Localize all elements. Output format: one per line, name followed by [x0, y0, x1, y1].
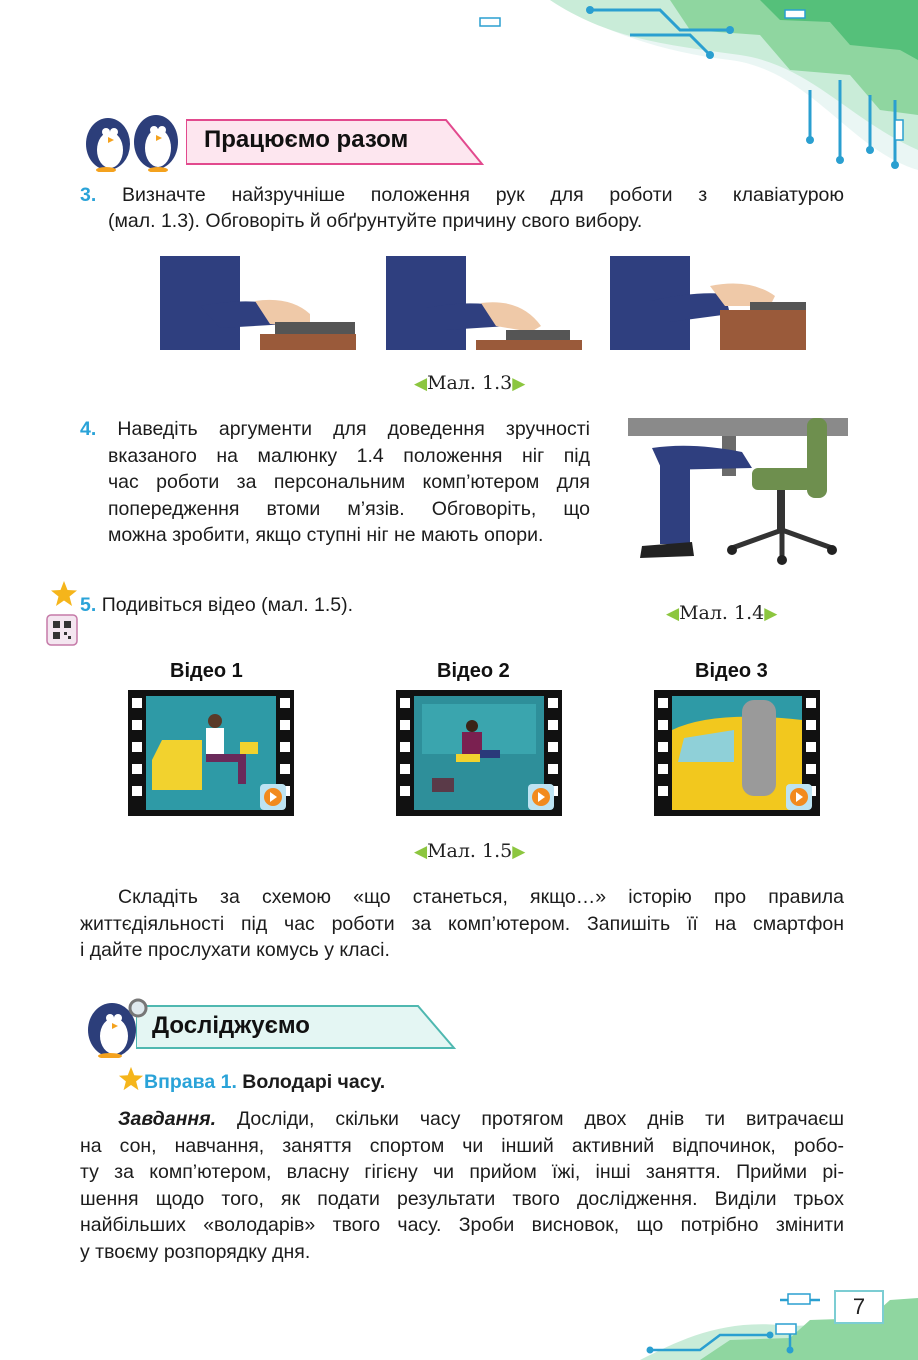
page-number: 7 — [834, 1290, 884, 1324]
section-banner-research — [78, 1000, 388, 1044]
exercise-label: Вправа 1. — [144, 1071, 237, 1093]
hand-position-image-1 — [160, 256, 356, 350]
assignment-paragraph: Завдання. Досліди, скільки часу протягом двох днів ти витрачаєш на сон, навчання, заняття спортом чи інший активний відпочинок, робо- ту за комп’ютером, власну гігієну чи прийом їжі, інші заняття. Прийми рі- шення щодо того, як подати результати твого дослідження. Виділи трьох найбільших «володарів» твого часу. Зроби висновок, що потрібно змінити — [80, 1108, 844, 1236]
story-paragraph: Складіть за схемою «що станеться, якщо…» історію про правила життєдіяльності під час роботи за комп’ютером. Запишіть її на смартфон — [80, 886, 844, 935]
task-3-line-2: (мал. 1.3). Обговоріть й обґрунтуйте причину свого вибору. — [108, 210, 643, 232]
penguins-icon — [76, 110, 196, 172]
caption-left-arrow: ◀ — [414, 842, 428, 862]
penguin-magnifier-icon — [78, 996, 152, 1058]
assignment-last-line: у твоєму розпорядку дня. — [80, 1240, 311, 1263]
caption-left-arrow: ◀ — [666, 604, 680, 624]
figure-1-5-caption: ◀Мал. 1.5▶ — [414, 840, 526, 862]
star-icon — [50, 580, 78, 608]
task-number: 5. — [80, 594, 97, 616]
task-3 — [80, 182, 844, 209]
caption-right-arrow: ▶ — [764, 604, 778, 624]
task-4-body: вказаного на малюнку 1.4 положення ніг під час роботи за персональним комп’ютером для попередження втоми м’язів. Обговоріть, що — [108, 444, 590, 520]
task-number: 3. — [80, 184, 97, 206]
hand-position-image-2 — [386, 256, 582, 350]
caption-right-arrow: ▶ — [512, 842, 526, 862]
section-banner-working-together — [76, 118, 486, 162]
sitting-legs-image — [612, 408, 848, 588]
section-title: Досліджуємо — [152, 1012, 310, 1039]
video-3-thumbnail[interactable] — [654, 690, 820, 816]
task-4-last-line: можна зробити, якщо ступні ніг не мають опори. — [108, 524, 544, 546]
figure-1-3-caption: ◀Мал. 1.3▶ — [414, 372, 526, 394]
section-title: Працюємо разом — [204, 126, 409, 153]
hand-position-image-3 — [610, 256, 806, 350]
video-1-title: Відео 1 — [170, 660, 243, 682]
assignment-lead: Завдання. — [118, 1108, 217, 1130]
video-2-thumbnail[interactable] — [396, 690, 562, 816]
caption-right-arrow: ▶ — [512, 374, 526, 394]
task-4: 4. Наведіть аргументи для доведення зручності — [80, 418, 590, 440]
caption-left-arrow: ◀ — [414, 374, 428, 394]
star-icon — [118, 1066, 144, 1092]
circuit-decoration-top — [430, 0, 918, 170]
video-1-thumbnail[interactable] — [128, 690, 294, 816]
task-number: 4. — [80, 418, 97, 440]
task-3-line-1: 3. Визначте найзручніше положення рук для роботи з клавіатурою — [80, 184, 845, 206]
exercise-title: Володарі часу. — [242, 1071, 386, 1093]
video-3-title: Відео 3 — [695, 660, 768, 682]
story-last-line: і дайте прослухати комусь у класі. — [80, 939, 390, 961]
qr-code-icon[interactable] — [46, 614, 78, 646]
video-2-title: Відео 2 — [437, 660, 510, 682]
exercise-heading — [144, 1069, 644, 1096]
task-5: 5. Подивіться відео (мал. 1.5). — [80, 594, 354, 616]
figure-1-4-caption: ◀Мал. 1.4▶ — [666, 602, 778, 624]
